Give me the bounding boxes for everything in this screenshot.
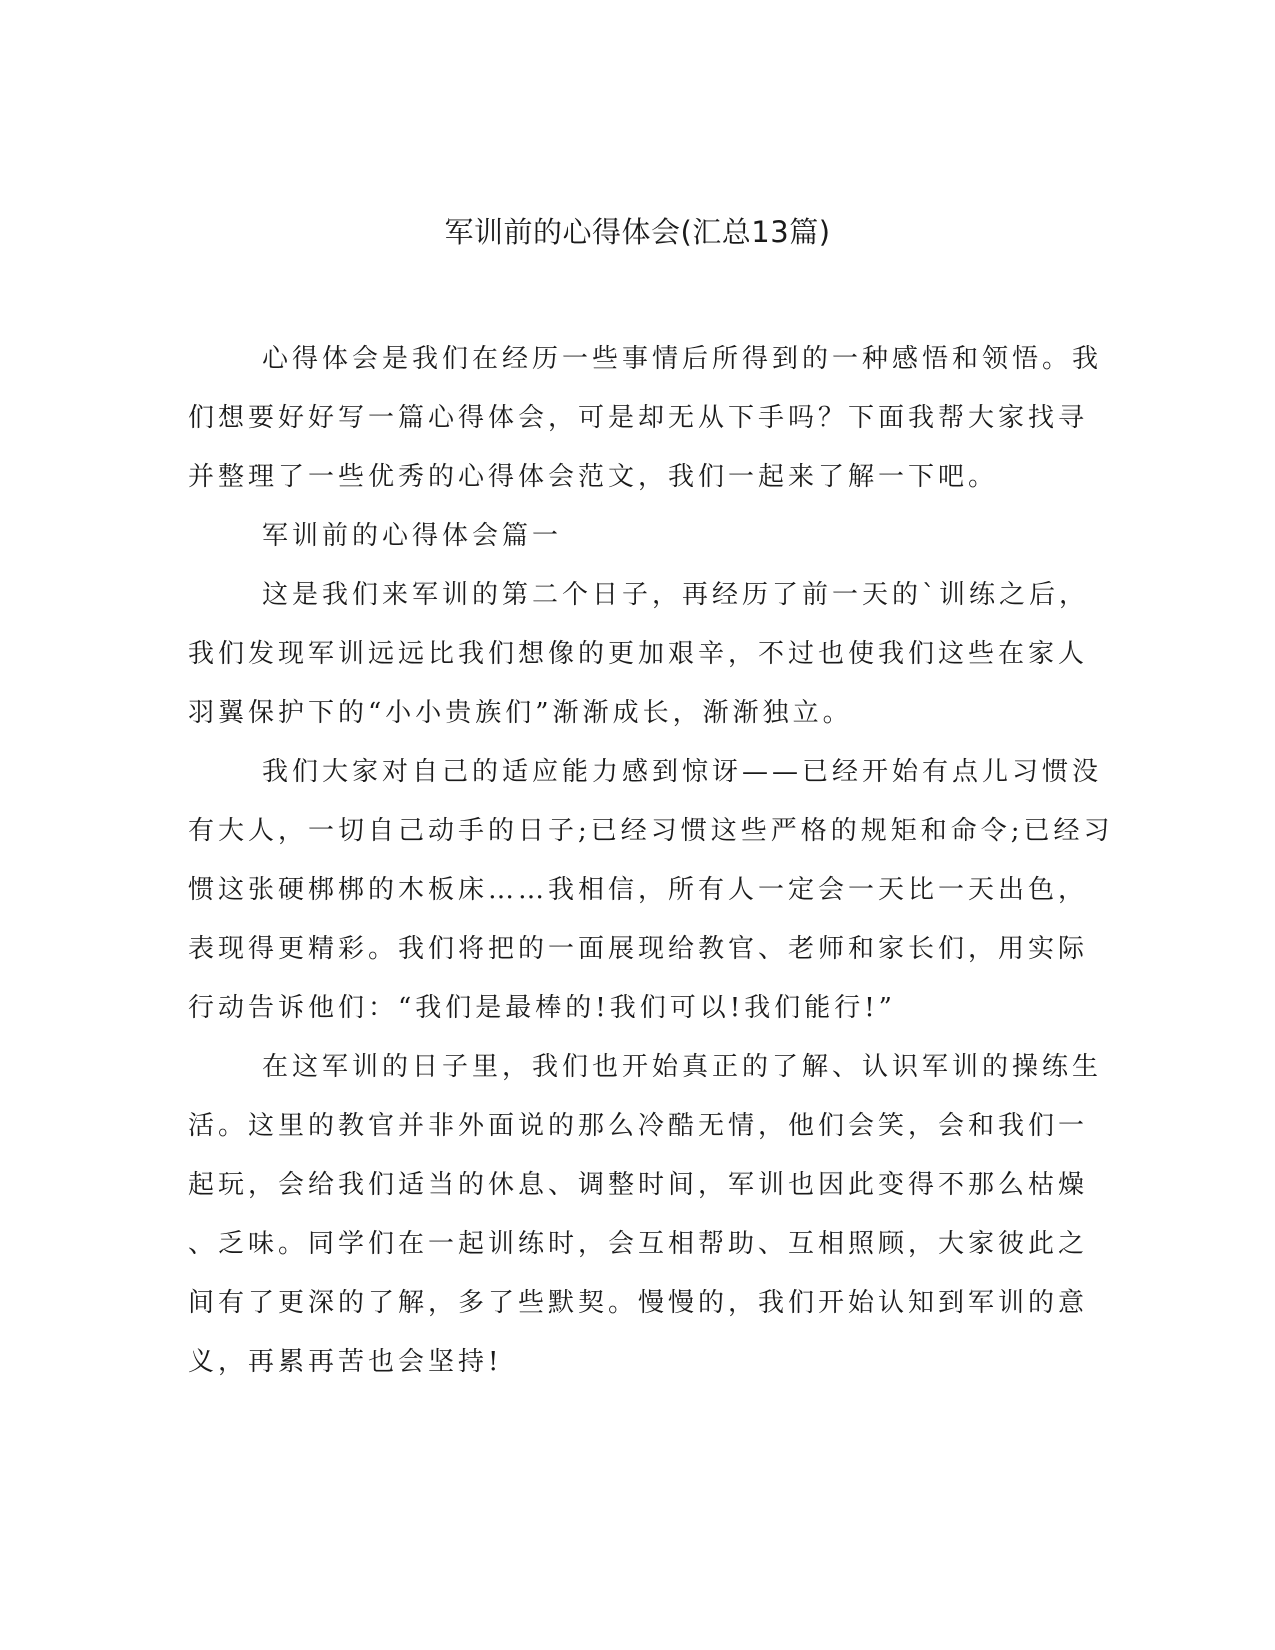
text-line: 活。这里的教官并非外面说的那么冷酷无情，他们会笑，会和我们一	[188, 1111, 1089, 1141]
text-line: 羽翼保护下的“小小贵族们”渐渐成长，渐渐独立。	[188, 698, 853, 728]
text-line: 我们大家对自己的适应能力感到惊讶——已经开始有点儿习惯没	[262, 757, 1103, 787]
text-line: 有大人，一切自己动手的日子;已经习惯这些严格的规矩和命令;已经习	[188, 816, 1114, 846]
text-line: 起玩，会给我们适当的休息、调整时间，军训也因此变得不那么枯燥	[188, 1170, 1089, 1200]
text-line: 并整理了一些优秀的心得体会范文，我们一起来了解一下吧。	[188, 462, 999, 492]
text-line: 表现得更精彩。我们将把的一面展现给教官、老师和家长们，用实际	[188, 934, 1089, 964]
text-line: 在这军训的日子里，我们也开始真正的了解、认识军训的操练生	[262, 1052, 1103, 1082]
text-line: 间有了更深的了解，多了些默契。慢慢的，我们开始认知到军训的意	[188, 1288, 1089, 1318]
text-line: 们想要好好写一篇心得体会，可是却无从下手吗？下面我帮大家找寻	[188, 403, 1089, 433]
text-line: 我们发现军训远远比我们想像的更加艰辛，不过也使我们这些在家人	[188, 639, 1089, 669]
document-title: 军训前的心得体会(汇总13篇)	[444, 215, 831, 249]
text-line: 义，再累再苦也会坚持!	[188, 1347, 503, 1377]
text-line: 、乏味。同学们在一起训练时，会互相帮助、互相照顾，大家彼此之	[188, 1229, 1089, 1259]
document-body	[188, 330, 1114, 1392]
section-heading: 军训前的心得体会篇一	[262, 521, 563, 551]
text-line: 行动告诉他们：“我们是最棒的!我们可以!我们能行!”	[188, 993, 896, 1023]
text-line: 惯这张硬梆梆的木板床……我相信，所有人一定会一天比一天出色，	[188, 875, 1089, 905]
text-line: 心得体会是我们在经历一些事情后所得到的一种感悟和领悟。我	[262, 344, 1103, 374]
text-line: 这是我们来军训的第二个日子，再经历了前一天的`训练之后，	[262, 580, 1090, 610]
